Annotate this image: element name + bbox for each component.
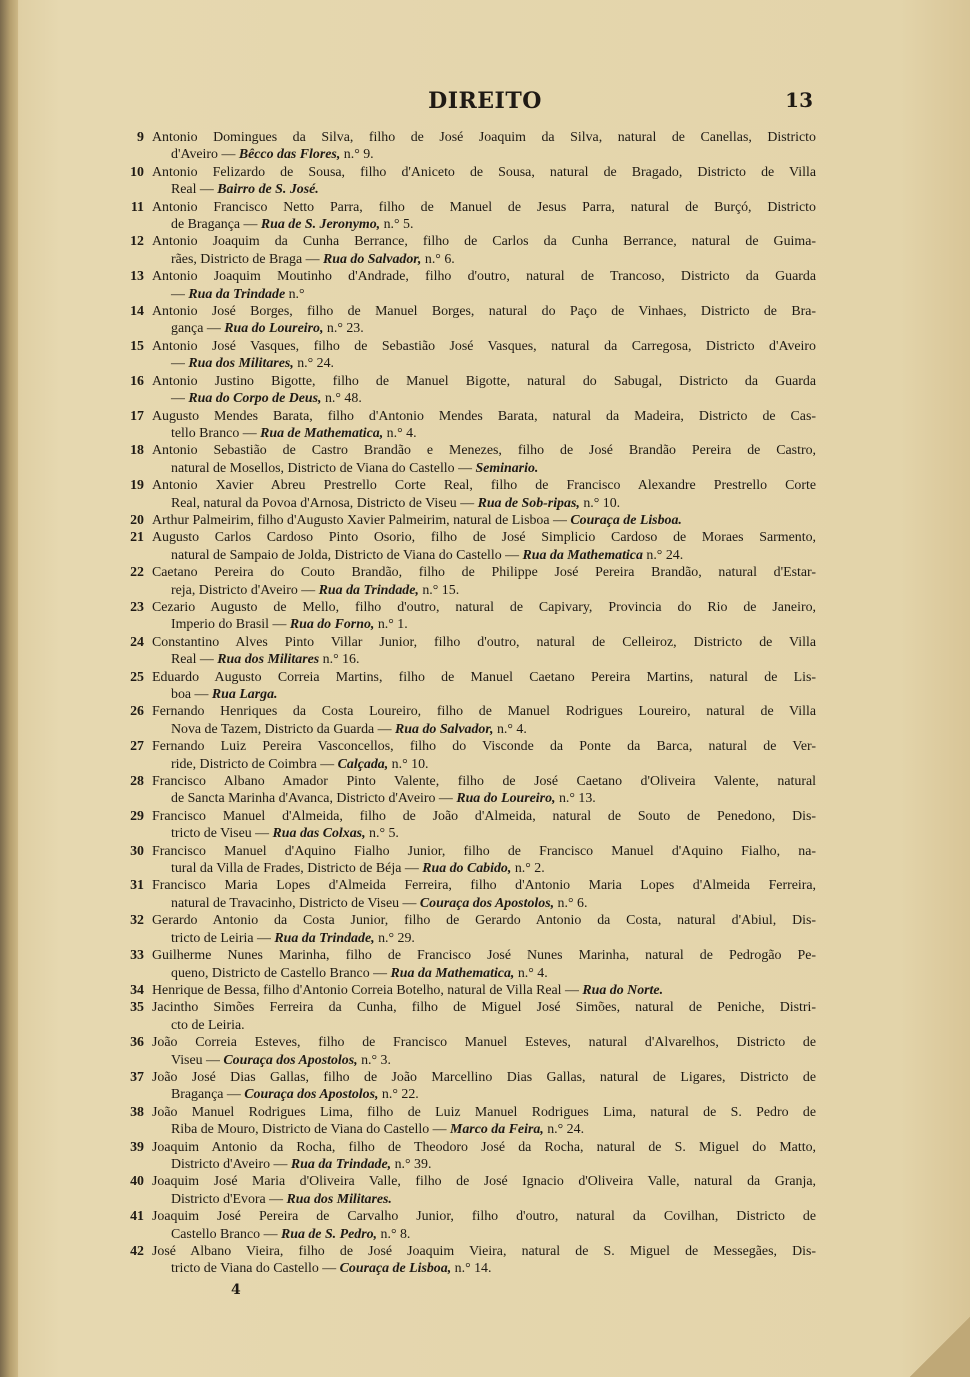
- entry-address: Couraça dos Apostolos,: [419, 895, 555, 911]
- entry-text: boa —: [171, 687, 212, 702]
- entry-text: Real —: [171, 182, 218, 198]
- entry-line-2: [152, 1086, 816, 1103]
- entry-text: Nova de Tazem, Districto da Guarda —: [171, 721, 396, 737]
- list-item: [120, 442, 816, 477]
- entry-line-1: Antonio Xavier Abreu Prestrello Corte Real, filho de Francisco Alexandre Prestrello Corte: [152, 478, 816, 494]
- entry-text: tello Branco —: [171, 425, 261, 441]
- entry-text: ride, Districto de Coimbra —: [171, 756, 338, 772]
- entry-number: 38: [130, 1104, 144, 1120]
- entry-address: Rua dos Militares,: [188, 356, 294, 372]
- entry-line-1: João Manuel Rodrigues Lima, filho de Luiz Manuel Rodrigues Lima, natural de S. Pedro de: [152, 1104, 816, 1120]
- entry-line-2: [152, 216, 816, 233]
- entry-number-suffix: n.°: [285, 286, 305, 302]
- entry-address: Rua da Trindade,: [290, 1156, 392, 1172]
- entry-number: 13: [130, 269, 144, 285]
- entry-text: Districto d'Evora —: [171, 1191, 287, 1207]
- list-item: [120, 1139, 816, 1174]
- entry-address: Rua do Loureiro,: [224, 321, 324, 337]
- list-item: [120, 773, 816, 808]
- entry-number: 23: [130, 599, 144, 615]
- entry-number-suffix: n.° 5.: [365, 826, 399, 842]
- entry-line-1: João José Dias Gallas, filho de João Marcellino Dias Gallas, natural de Ligares, Districto de: [152, 1069, 816, 1085]
- entry-line-1: Antonio José Vasques, filho de Sebastião José Vasques, natural da Carregosa, Districto d'Aveiro: [152, 338, 816, 354]
- entry-number-suffix: n.° 29.: [374, 930, 415, 946]
- entry-address: Rua do Norte.: [582, 982, 664, 998]
- entry-text: tricto de Leiria —: [171, 930, 275, 946]
- entry-number-suffix: n.° 4.: [383, 425, 417, 441]
- entry-number: 34: [130, 982, 144, 998]
- entry-text: queno, Districto de Castello Branco —: [171, 965, 391, 981]
- entry-line-1: Francisco Manuel d'Almeida, filho de João d'Almeida, natural de Souto de Penedono, Dis-: [152, 808, 816, 824]
- entry-address: Rua da Mathematica,: [390, 965, 515, 981]
- entry-address: Rua do Salvador,: [322, 251, 422, 267]
- entry-number: 41: [130, 1209, 144, 1225]
- entry-line-2: [152, 721, 816, 738]
- entry-number-suffix: n.° 24.: [543, 1122, 585, 1138]
- book-spine: [0, 0, 18, 1377]
- entry-number-suffix: n.° 3.: [357, 1052, 391, 1068]
- entry-text: tricto de Viana do Castello —: [171, 1261, 340, 1277]
- entry-line-2: [152, 251, 816, 268]
- entry-line-2: [152, 425, 816, 442]
- entry-address: Rua da Trindade: [188, 286, 286, 302]
- entry-address: Rua de Sob-ripas,: [477, 495, 580, 511]
- entry-number: 31: [130, 878, 144, 894]
- entry-address: Couraça dos Apostolos,: [244, 1087, 379, 1103]
- entry-number-suffix: n.° 16.: [319, 652, 360, 668]
- entry-line-2: [152, 390, 816, 407]
- entry-number: 26: [130, 704, 144, 720]
- entry-text: —: [171, 286, 189, 302]
- entry-line-2: [152, 1052, 816, 1069]
- list-item: [120, 982, 816, 999]
- entry-line-2: [152, 930, 816, 947]
- entry-number-suffix: n.° 22.: [378, 1087, 419, 1103]
- entry-number: 30: [130, 843, 144, 859]
- entry-text: Real, natural da Povoa d'Arnosa, Districto de Viseu —: [171, 495, 478, 511]
- page-corner: [910, 1317, 970, 1377]
- entry-text: —: [171, 391, 189, 407]
- entry-address: Bêcco das Flores,: [238, 147, 341, 163]
- page-header: [0, 86, 970, 116]
- entry-line-1: Fernando Luiz Pereira Vasconcellos, filho do Visconde da Ponte da Barca, natural de Ver-: [152, 739, 816, 755]
- entry-number-suffix: n.° 4.: [514, 965, 548, 981]
- list-item: [120, 947, 816, 982]
- entry-address: Marco da Feira,: [450, 1122, 544, 1138]
- signature-mark: 4: [231, 1282, 241, 1298]
- list-item: [120, 808, 816, 843]
- entry-number: 32: [130, 913, 144, 929]
- entry-line-2: [152, 686, 816, 703]
- entry-line-1: Constantino Alves Pinto Villar Junior, filho d'outro, natural de Celleiroz, Districto de Villa: [152, 634, 816, 650]
- list-item: [120, 233, 816, 268]
- entry-number: 20: [130, 512, 144, 528]
- entry-number: 35: [130, 1000, 144, 1016]
- entry-number-suffix: n.° 10.: [388, 756, 429, 772]
- entry-number-suffix: n.° 13.: [555, 791, 596, 807]
- entry-line-1: Francisco Manuel d'Aquino Fialho Junior, filho de Francisco Manuel d'Aquino Fialho, na-: [152, 843, 816, 859]
- entry-line-1: José Albano Vieira, filho de José Joaquim Vieira, natural de S. Miguel de Messegães, Dis-: [152, 1244, 816, 1259]
- entry-number: 11: [130, 199, 144, 215]
- entry-line-2: [152, 355, 816, 372]
- entry-text: Riba de Mouro, Districto de Viana do Castello —: [171, 1122, 450, 1138]
- entry-text: Henrique de Bessa, filho d'Antonio Correia Botelho, natural de Villa Real —: [152, 982, 583, 998]
- entry-address: Couraça de Lisboa,: [339, 1261, 452, 1277]
- list-item: [120, 512, 816, 529]
- list-item: [120, 164, 816, 199]
- entry-line-1: Fernando Henriques da Costa Loureiro, filho de Manuel Rodrigues Loureiro, natural de Villa: [152, 704, 816, 720]
- entry-line-2: [152, 495, 816, 512]
- entry-number: 24: [130, 634, 144, 650]
- entry-text: Districto d'Aveiro —: [171, 1156, 291, 1172]
- list-item: [120, 199, 816, 234]
- entry-address: Rua da Trindade,: [318, 582, 419, 598]
- entry-number-suffix: n.° 8.: [377, 1226, 411, 1242]
- entry-line-1: Antonio Joaquim Moutinho d'Andrade, filho d'outro, natural de Trancoso, Districto da Guarda: [152, 269, 816, 285]
- list-item: [120, 529, 816, 564]
- list-item: [120, 129, 816, 164]
- entry-line-1: Guilherme Nunes Marinha, filho de Francisco José Nunes Marinha, natural de Pedrogão Pe-: [152, 948, 816, 964]
- entry-number: 15: [130, 338, 144, 354]
- entry-number: 19: [130, 478, 144, 494]
- entry-text: tricto de Viseu —: [171, 826, 273, 842]
- entry-address: Couraça dos Apostolos,: [223, 1052, 358, 1068]
- entry-text: natural de Travacinho, Districto de Viseu —: [171, 895, 420, 911]
- entry-address: Rua das Colxas,: [272, 826, 366, 842]
- entry-text: tural da Villa de Frades, Districto de Béja —: [171, 861, 423, 877]
- entry-number-suffix: n.° 24.: [642, 547, 684, 563]
- entry-line-2: [152, 651, 816, 668]
- entry-address: Rua do Salvador,: [395, 721, 494, 737]
- entry-number-suffix: n.° 39.: [391, 1156, 432, 1172]
- entry-address: Rua do Corpo de Deus,: [188, 391, 322, 407]
- list-item: [120, 1104, 816, 1139]
- entry-number: 14: [130, 304, 144, 320]
- entry-address: Rua do Forno,: [289, 617, 375, 633]
- entry-text: —: [171, 356, 189, 372]
- entry-line-2: [152, 1156, 816, 1173]
- entry-line-2: [152, 616, 816, 633]
- entry-text: cto de Leiria.: [171, 1017, 245, 1033]
- entry-line-2: [152, 286, 816, 303]
- entry-number-suffix: n.° 2.: [511, 861, 545, 877]
- entry-line-2: [152, 965, 816, 982]
- entry-number-suffix: n.° 10.: [579, 495, 621, 511]
- list-item: [120, 373, 816, 408]
- list-item: [120, 634, 816, 669]
- entry-address: Rua dos Militares: [217, 652, 320, 668]
- entry-line-2: [152, 790, 816, 807]
- entry-address: Rua da Trindade,: [274, 930, 375, 946]
- list-item: [120, 999, 816, 1034]
- entry-text: gança —: [171, 321, 225, 337]
- entry-line-1: Antonio Domingues da Silva, filho de José Joaquim da Silva, natural de Canellas, Districto: [152, 130, 816, 145]
- list-item: [120, 1243, 816, 1278]
- entry-number: 25: [130, 669, 144, 685]
- entry-line-2: [152, 860, 816, 877]
- entry-line-1: Jacintho Simões Ferreira da Cunha, filho de Miguel José Simões, natural de Peniche, Distri-: [152, 1000, 816, 1016]
- entry-text: rães, Districto de Braga —: [171, 251, 323, 267]
- entry-text: reja, Districto d'Aveiro —: [171, 582, 319, 598]
- entry-number: 27: [130, 739, 144, 755]
- entry-line-1: Antonio Sebastião de Castro Brandão e Menezes, filho de José Brandão Pereira de Castro,: [152, 443, 816, 459]
- entry-line-2: [152, 460, 816, 477]
- entry-text: Imperio do Brasil —: [171, 617, 290, 633]
- entry-number: 12: [130, 234, 144, 250]
- entry-number: 9: [137, 130, 144, 145]
- entry-text: natural de Sampaio de Jolda, Districto de Viana do Castello —: [171, 547, 523, 563]
- list-item: [120, 564, 816, 599]
- list-item: [120, 599, 816, 634]
- entry-line-1: Francisco Maria Lopes d'Almeida Ferreira, filho d'Antonio Maria Lopes d'Almeida Ferreira,: [152, 878, 816, 894]
- list-item: [120, 1208, 816, 1243]
- list-item: [120, 843, 816, 878]
- entry-number: 37: [130, 1069, 144, 1085]
- entry-number: 22: [130, 565, 144, 581]
- entry-line-2: [152, 756, 816, 773]
- entry-address: Rua de S. Jeronymo,: [260, 217, 381, 233]
- list-item: [120, 1069, 816, 1104]
- entry-address: Bairro de S. José.: [217, 182, 319, 198]
- entry-number: 21: [130, 530, 144, 546]
- list-item: [120, 268, 816, 303]
- entry-line-2: [152, 825, 816, 842]
- entry-number: 16: [130, 373, 144, 389]
- entry-address: Seminario.: [475, 460, 539, 476]
- entry-number: 17: [130, 408, 144, 424]
- entry-address: Rua de Mathematica,: [260, 425, 384, 441]
- list-item: [120, 912, 816, 947]
- list-item: [120, 477, 816, 512]
- entry-line-1: Antonio Felizardo de Sousa, filho d'Aniceto de Sousa, natural de Bragado, Districto de Villa: [152, 164, 816, 180]
- entry-number-suffix: n.° 4.: [493, 721, 527, 737]
- entry-line-1: Gerardo Antonio da Costa Junior, filho de Gerardo Antonio da Costa, natural d'Abiul, Dis-: [152, 913, 816, 929]
- entry-number-suffix: n.° 6.: [554, 895, 588, 911]
- entry-number: 10: [130, 164, 144, 180]
- entry-line-2: [152, 547, 816, 564]
- entry-number-suffix: n.° 5.: [380, 217, 414, 233]
- entry-number-suffix: n.° 9.: [340, 147, 374, 163]
- running-title: DIREITO: [428, 88, 542, 114]
- entry-text: Castello Branco —: [171, 1226, 281, 1242]
- entry-number: 40: [130, 1174, 144, 1190]
- entry-number: 36: [130, 1035, 144, 1051]
- entry-line-1: Augusto Carlos Cardoso Pinto Osorio, filho de José Simplicio Cardoso de Moraes Sarmento,: [152, 530, 816, 546]
- entry-line-2: [152, 146, 816, 163]
- entry-number-suffix: n.° 23.: [323, 321, 364, 337]
- entry-line-2: [152, 1121, 816, 1138]
- list-item: [120, 408, 816, 443]
- entry-line-1: Antonio Justino Bigotte, filho de Manuel Bigotte, natural do Sabugal, Districto da Guarda: [152, 373, 816, 389]
- entry-line-2: [152, 582, 816, 599]
- list-item: [120, 1034, 816, 1069]
- entry-line-1: Joaquim Antonio da Rocha, filho de Theodoro José da Rocha, natural de S. Miguel do Matto,: [152, 1139, 816, 1155]
- student-list: [120, 129, 816, 1278]
- entry-number-suffix: n.° 15.: [418, 582, 460, 598]
- entry-number: 42: [130, 1244, 144, 1259]
- list-item: [120, 703, 816, 738]
- entry-number: 39: [130, 1139, 144, 1155]
- entry-address: Calçada,: [337, 756, 389, 772]
- entry-line-2: [152, 1226, 816, 1243]
- entry-text: Real —: [171, 652, 218, 668]
- entry-number-suffix: n.° 1.: [374, 617, 408, 633]
- entry-text: Viseu —: [171, 1052, 224, 1068]
- list-item: [120, 877, 816, 912]
- entry-line-1: [152, 982, 816, 999]
- entry-number: 28: [130, 774, 144, 790]
- entry-number: 33: [130, 948, 144, 964]
- entry-line-1: Cezario Augusto de Mello, filho d'outro, natural de Capivary, Provincia do Rio de Janeiro,: [152, 599, 816, 615]
- list-item: [120, 738, 816, 773]
- entry-number-suffix: n.° 6.: [421, 251, 455, 267]
- entry-number-suffix: n.° 24.: [293, 356, 335, 372]
- list-item: [120, 669, 816, 704]
- entry-number-suffix: n.° 14.: [451, 1261, 492, 1277]
- entry-line-2: [152, 181, 816, 198]
- entry-text: de Sancta Marinha d'Avanca, Districto d'Aveiro —: [171, 791, 457, 807]
- entry-line-1: Francisco Albano Amador Pinto Valente, filho de José Caetano d'Oliveira Valente, natural: [152, 774, 816, 790]
- entry-line-2: [152, 1017, 816, 1034]
- entry-text: d'Aveiro —: [171, 147, 239, 163]
- list-item: [120, 338, 816, 373]
- list-item: [120, 303, 816, 338]
- entry-line-2: [152, 320, 816, 337]
- entry-line-1: Augusto Mendes Barata, filho d'Antonio Mendes Barata, natural da Madeira, Districto de Cas-: [152, 408, 816, 424]
- entry-address: Rua do Loureiro,: [456, 791, 556, 807]
- entry-address: Rua do Cabido,: [422, 861, 512, 877]
- entry-line-1: Antonio Joaquim da Cunha Berrance, filho de Carlos da Cunha Berrance, natural de Guima-: [152, 234, 816, 250]
- entry-number: 29: [130, 808, 144, 824]
- entry-number-suffix: n.° 48.: [321, 391, 362, 407]
- entry-address: Couraça de Lisboa.: [570, 512, 682, 528]
- entry-address: Rua de S. Pedro,: [280, 1226, 378, 1242]
- entry-text: natural de Mosellos, Districto de Viana do Castello —: [171, 460, 476, 476]
- entry-address: Rua dos Militares.: [286, 1191, 392, 1207]
- entry-line-1: João Correia Esteves, filho de Francisco Manuel Esteves, natural d'Alvarelhos, Districto de: [152, 1035, 816, 1051]
- entry-line-1: Antonio José Borges, filho de Manuel Borges, natural do Paço de Vinhaes, Districto de Bra-: [152, 304, 816, 320]
- entry-line-1: Joaquim José Maria d'Oliveira Valle, filho de José Ignacio d'Oliveira Valle, natural da Granja,: [152, 1174, 816, 1190]
- entry-line-1: Antonio Francisco Netto Parra, filho de Manuel de Jesus Parra, natural de Burçó, Districto: [152, 199, 816, 215]
- entry-number: 18: [130, 443, 144, 459]
- entry-text: Bragança —: [171, 1087, 245, 1103]
- page-number: 13: [785, 88, 813, 112]
- entry-line-1: Joaquim José Pereira de Carvalho Junior, filho d'outro, natural da Covilhan, Districto de: [152, 1209, 816, 1225]
- entry-text: Arthur Palmeirim, filho d'Augusto Xavier Palmeirim, natural de Lisboa —: [152, 512, 571, 528]
- entry-address: Rua Larga.: [211, 687, 278, 702]
- entry-text: de Bragança —: [171, 217, 261, 233]
- entry-line-2: [152, 1191, 816, 1208]
- entry-address: Rua da Mathematica: [522, 547, 643, 563]
- entry-line-1: [152, 512, 816, 529]
- entry-line-1: Caetano Pereira do Couto Brandão, filho de Philippe José Pereira Brandão, natural d'Estar-: [152, 565, 816, 581]
- list-item: [120, 1173, 816, 1208]
- entry-line-2: [152, 1260, 816, 1277]
- entry-line-2: [152, 895, 816, 912]
- entry-line-1: Eduardo Augusto Correia Martins, filho de Manuel Caetano Pereira Martins, natural de Lis-: [152, 669, 816, 685]
